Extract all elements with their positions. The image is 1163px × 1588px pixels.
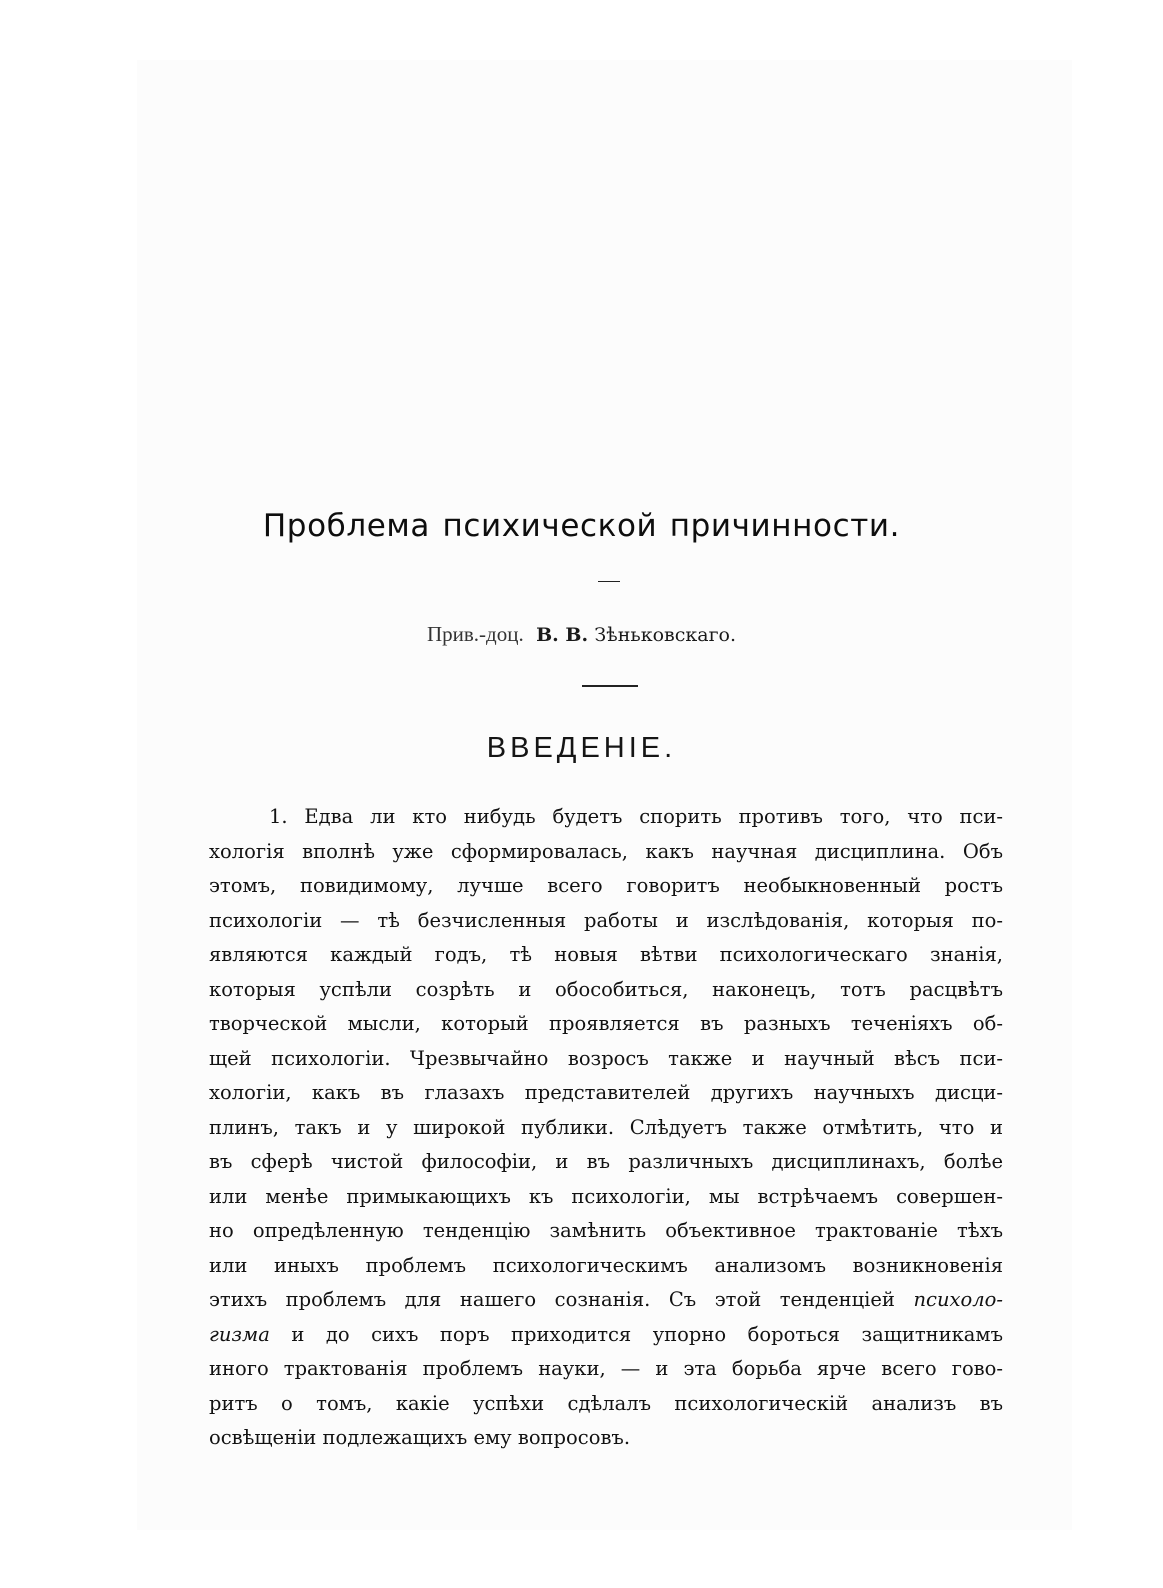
paragraph-line-with-italic xyxy=(209,1318,1003,1353)
paragraph-line: но опредѣленную тенденцію замѣнить объективное трактованіе тѣхъ xyxy=(209,1219,1003,1242)
paragraph-line: хологія вполнѣ уже сформировалась, какъ научная дисциплина. Объ xyxy=(209,839,1003,863)
italic-term-end: гизма xyxy=(209,1322,270,1346)
paragraph-line: или иныхъ проблемъ психологическимъ анализомъ возникновенія xyxy=(209,1253,1003,1277)
paragraph-line: этомъ, повидимому, лучше всего говоритъ необыкновенный ростъ xyxy=(209,874,1003,897)
paragraph-line-with-italic xyxy=(209,1283,1003,1318)
paragraph-line-text: этихъ проблемъ для нашего сознанія. Съ этой тенденціей xyxy=(209,1288,895,1311)
author-line xyxy=(0,620,1163,649)
paragraph-line: 1. Едва ли кто нибудь будетъ спорить противъ того, что пси- xyxy=(269,805,1003,828)
paragraph-line: или менѣе примыкающихъ къ психологіи, мы встрѣчаемъ совершен- xyxy=(209,1184,1003,1208)
paragraph-line: ритъ о томъ, какіе успѣхи сдѣлалъ психологическій анализъ въ xyxy=(209,1391,1003,1415)
paragraph-line: творческой мысли, который проявляется въ разныхъ теченіяхъ об- xyxy=(209,1012,1003,1035)
paragraph-line: щей психологіи. Чрезвычайно возросъ также и научный вѣсъ пси- xyxy=(209,1046,1003,1070)
paragraph-line: являются каждый годъ, тѣ новыя вѣтви психологическаго знанія, xyxy=(209,943,1003,966)
article-title: Проблема психической причинности. xyxy=(262,508,901,544)
author-prefix: Прив.-доц. xyxy=(426,622,524,646)
paragraph-line: которыя успѣли созрѣть и обособиться, наконецъ, тотъ расцвѣтъ xyxy=(209,977,1003,1001)
paragraph-line: хологіи, какъ въ глазахъ представителей другихъ научныхъ дисци- xyxy=(209,1081,1003,1104)
author-initials: В. В. xyxy=(536,624,589,646)
body-paragraph xyxy=(209,800,1003,1456)
italic-term-start: психоло- xyxy=(913,1288,1003,1311)
paragraph-line: въ сферѣ чистой философіи, и въ различныхъ дисциплинахъ, болѣе xyxy=(209,1150,1003,1173)
paragraph-line-text: и до сихъ поръ приходится упорно бороться защитникамъ xyxy=(291,1322,1004,1346)
section-heading: ВВЕДЕНIЕ. xyxy=(486,732,677,764)
paragraph-line: освѣщеніи подлежащихъ ему вопросовъ. xyxy=(209,1426,631,1449)
title-ornament-dash xyxy=(598,581,620,582)
paragraph-line: иного трактованія проблемъ науки, — и эта борьба ярче всего гово- xyxy=(209,1357,1003,1380)
paragraph-line: плинъ, такъ и у широкой публики. Слѣдуетъ также отмѣтить, что и xyxy=(209,1115,1003,1139)
author-name: Зѣньковскаго. xyxy=(594,624,737,646)
paragraph-line: психологіи — тѣ безчисленныя работы и изслѣдованія, которыя по- xyxy=(209,908,1003,932)
author-rule xyxy=(582,685,638,687)
